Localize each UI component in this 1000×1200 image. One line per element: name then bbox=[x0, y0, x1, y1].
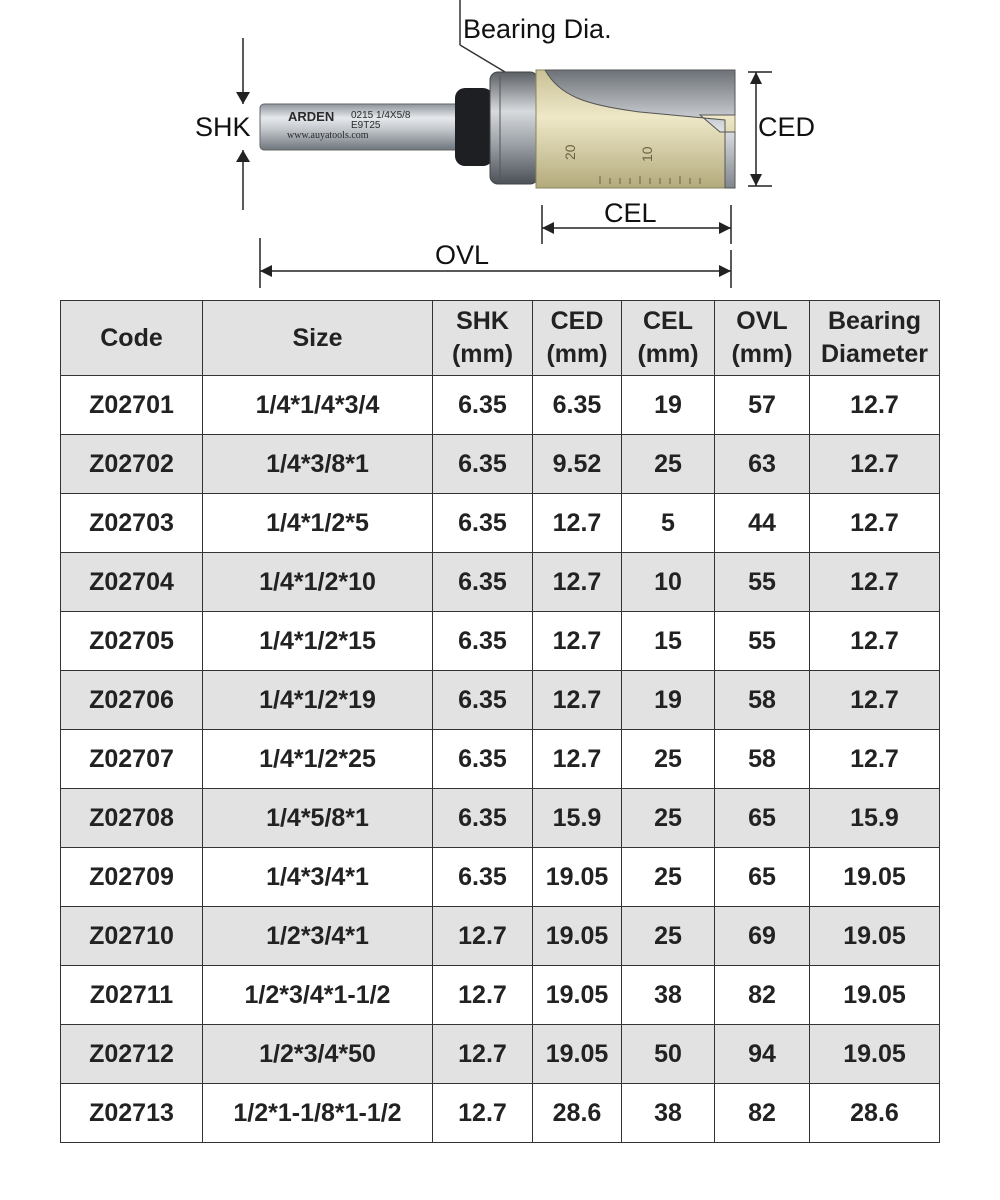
ovl-cell: 55 bbox=[715, 612, 810, 671]
ovl-cell: 58 bbox=[715, 671, 810, 730]
bearing-diameter-cell: 12.7 bbox=[810, 376, 940, 435]
table-row bbox=[61, 612, 940, 671]
cel-cell: 25 bbox=[622, 789, 715, 848]
header-code bbox=[61, 301, 203, 376]
ovl-cell: 69 bbox=[715, 907, 810, 966]
size-cell: 1/4*5/8*1 bbox=[203, 789, 433, 848]
cel-cell: 5 bbox=[622, 494, 715, 553]
header-shk-line: (mm) bbox=[451, 340, 514, 368]
ovl-cell: 58 bbox=[715, 730, 810, 789]
ovl-cell: 65 bbox=[715, 789, 810, 848]
ced-cell: 12.7 bbox=[533, 671, 622, 730]
cel-cell: 38 bbox=[622, 1084, 715, 1143]
header-size-line: Size bbox=[292, 323, 343, 352]
bearing-diameter-cell: 19.05 bbox=[810, 1025, 940, 1084]
cel-cell: 15 bbox=[622, 612, 715, 671]
header-cel bbox=[622, 301, 715, 376]
size-cell: 1/4*1/2*25 bbox=[203, 730, 433, 789]
shk-cell: 6.35 bbox=[433, 494, 533, 553]
table-row bbox=[61, 966, 940, 1025]
bearing-diameter-cell: 19.05 bbox=[810, 907, 940, 966]
ced-cell: 19.05 bbox=[533, 907, 622, 966]
bearing-collar bbox=[455, 88, 493, 166]
size-cell: 1/4*1/4*3/4 bbox=[203, 376, 433, 435]
header-ced-line: CED bbox=[550, 307, 604, 335]
table-row bbox=[61, 848, 940, 907]
scale-label-10: 10 bbox=[639, 146, 655, 162]
code-cell: Z02712 bbox=[61, 1025, 203, 1084]
ced-cell: 19.05 bbox=[533, 1025, 622, 1084]
ovl-cell: 94 bbox=[715, 1025, 810, 1084]
code-cell: Z02706 bbox=[61, 671, 203, 730]
scale-label-20: 20 bbox=[562, 144, 578, 160]
bearing-diameter-cell: 12.7 bbox=[810, 730, 940, 789]
table-body bbox=[61, 376, 940, 1143]
ced-cell: 12.7 bbox=[533, 612, 622, 671]
header-shk bbox=[433, 301, 533, 376]
table-row bbox=[61, 435, 940, 494]
header-code-line: Code bbox=[100, 323, 163, 352]
bearing-diameter-cell: 12.7 bbox=[810, 671, 940, 730]
ovl-cell: 55 bbox=[715, 553, 810, 612]
header-ovl-line: (mm) bbox=[731, 340, 793, 368]
shk-cell: 6.35 bbox=[433, 553, 533, 612]
ovl-cell: 57 bbox=[715, 376, 810, 435]
table-row bbox=[61, 730, 940, 789]
size-cell: 1/4*1/2*19 bbox=[203, 671, 433, 730]
size-cell: 1/4*1/2*5 bbox=[203, 494, 433, 553]
code-cell: Z02705 bbox=[61, 612, 203, 671]
ced-arrow-icon bbox=[750, 72, 762, 84]
code-cell: Z02704 bbox=[61, 553, 203, 612]
ovl-label: OVL bbox=[435, 240, 490, 270]
website-marking: www.auyatools.com bbox=[287, 130, 369, 141]
cel-cell: 10 bbox=[622, 553, 715, 612]
cel-cell: 19 bbox=[622, 671, 715, 730]
ovl-cell: 44 bbox=[715, 494, 810, 553]
cel-cell: 50 bbox=[622, 1025, 715, 1084]
table-row bbox=[61, 671, 940, 730]
size-cell: 1/2*3/4*1 bbox=[203, 907, 433, 966]
size-cell: 1/2*1-1/8*1-1/2 bbox=[203, 1084, 433, 1143]
code-cell: Z02711 bbox=[61, 966, 203, 1025]
ovl-arrow-icon bbox=[719, 265, 731, 277]
ced-cell: 19.05 bbox=[533, 966, 622, 1025]
header-bearing-diameter-line: Diameter bbox=[821, 340, 928, 368]
code-cell: Z02702 bbox=[61, 435, 203, 494]
table-row bbox=[61, 789, 940, 848]
shank-arrow-icon bbox=[236, 92, 250, 104]
shk-cell: 12.7 bbox=[433, 907, 533, 966]
code-cell: Z02707 bbox=[61, 730, 203, 789]
ced-cell: 28.6 bbox=[533, 1084, 622, 1143]
cel-cell: 38 bbox=[622, 966, 715, 1025]
shank-arrow-icon bbox=[236, 150, 250, 162]
router-bit-diagram bbox=[0, 0, 1000, 300]
table-header-row bbox=[61, 301, 940, 376]
shk-cell: 6.35 bbox=[433, 376, 533, 435]
header-ovl bbox=[715, 301, 810, 376]
code-cell: Z02708 bbox=[61, 789, 203, 848]
cel-arrow-icon bbox=[719, 222, 731, 234]
code-cell: Z02709 bbox=[61, 848, 203, 907]
bearing-diameter-cell: 12.7 bbox=[810, 553, 940, 612]
shk-cell: 12.7 bbox=[433, 1025, 533, 1084]
shk-cell: 6.35 bbox=[433, 612, 533, 671]
header-shk-line: SHK bbox=[456, 307, 509, 335]
ced-cell: 12.7 bbox=[533, 494, 622, 553]
ovl-cell: 65 bbox=[715, 848, 810, 907]
bearing-diameter-cell: 12.7 bbox=[810, 435, 940, 494]
table-row bbox=[61, 553, 940, 612]
ced-arrow-icon bbox=[750, 174, 762, 186]
ced-cell: 15.9 bbox=[533, 789, 622, 848]
size-cell: 1/2*3/4*1-1/2 bbox=[203, 966, 433, 1025]
shk-cell: 6.35 bbox=[433, 435, 533, 494]
model-marking: 0215 1/4X5/8 bbox=[351, 110, 411, 121]
bearing-dia-label: Bearing Dia. bbox=[463, 14, 612, 44]
ovl-cell: 63 bbox=[715, 435, 810, 494]
header-ced bbox=[533, 301, 622, 376]
cel-cell: 25 bbox=[622, 435, 715, 494]
ovl-arrow-icon bbox=[260, 265, 272, 277]
ced-cell: 6.35 bbox=[533, 376, 622, 435]
header-bearing-diameter bbox=[810, 301, 940, 376]
table-row bbox=[61, 1084, 940, 1143]
bearing-diameter-cell: 28.6 bbox=[810, 1084, 940, 1143]
ced-cell: 12.7 bbox=[533, 553, 622, 612]
specification-table bbox=[60, 300, 940, 1143]
size-cell: 1/2*3/4*50 bbox=[203, 1025, 433, 1084]
table-row bbox=[61, 494, 940, 553]
bearing-diameter-cell: 15.9 bbox=[810, 789, 940, 848]
ovl-cell: 82 bbox=[715, 966, 810, 1025]
bearing-diameter-cell: 12.7 bbox=[810, 494, 940, 553]
shk-cell: 6.35 bbox=[433, 730, 533, 789]
size-cell: 1/4*1/2*15 bbox=[203, 612, 433, 671]
cel-cell: 25 bbox=[622, 848, 715, 907]
code-cell: Z02713 bbox=[61, 1084, 203, 1143]
table-row bbox=[61, 907, 940, 966]
ced-cell: 9.52 bbox=[533, 435, 622, 494]
header-cel-line: CEL bbox=[643, 307, 693, 335]
header-bearing-diameter-line: Bearing bbox=[827, 307, 922, 335]
header-size bbox=[203, 301, 433, 376]
cel-label: CEL bbox=[604, 198, 657, 228]
ced-cell: 12.7 bbox=[533, 730, 622, 789]
shk-cell: 6.35 bbox=[433, 789, 533, 848]
shk-cell: 12.7 bbox=[433, 966, 533, 1025]
shk-cell: 6.35 bbox=[433, 671, 533, 730]
brand-marking: ARDEN bbox=[288, 109, 335, 124]
cel-cell: 25 bbox=[622, 730, 715, 789]
shk-cell: 12.7 bbox=[433, 1084, 533, 1143]
size-cell: 1/4*3/8*1 bbox=[203, 435, 433, 494]
router-bit-illustration bbox=[0, 0, 1000, 300]
ovl-cell: 82 bbox=[715, 1084, 810, 1143]
bearing-diameter-cell: 12.7 bbox=[810, 612, 940, 671]
cel-cell: 25 bbox=[622, 907, 715, 966]
shk-cell: 6.35 bbox=[433, 848, 533, 907]
code-cell: Z02710 bbox=[61, 907, 203, 966]
cel-cell: 19 bbox=[622, 376, 715, 435]
code-marking: E9T25 bbox=[351, 120, 381, 131]
size-cell: 1/4*1/2*10 bbox=[203, 553, 433, 612]
size-cell: 1/4*3/4*1 bbox=[203, 848, 433, 907]
bearing bbox=[490, 72, 538, 184]
code-cell: Z02701 bbox=[61, 376, 203, 435]
header-ovl-line: OVL bbox=[736, 307, 788, 335]
header-ced-line: (mm) bbox=[546, 340, 608, 368]
shk-label: SHK bbox=[195, 112, 251, 142]
code-cell: Z02703 bbox=[61, 494, 203, 553]
bearing-leader-line bbox=[460, 45, 505, 72]
header-cel-line: (mm) bbox=[637, 340, 699, 368]
table-row bbox=[61, 376, 940, 435]
cel-arrow-icon bbox=[542, 222, 554, 234]
bearing-diameter-cell: 19.05 bbox=[810, 848, 940, 907]
ced-cell: 19.05 bbox=[533, 848, 622, 907]
ced-label: CED bbox=[758, 112, 816, 142]
table-row bbox=[61, 1025, 940, 1084]
bearing-diameter-cell: 19.05 bbox=[810, 966, 940, 1025]
